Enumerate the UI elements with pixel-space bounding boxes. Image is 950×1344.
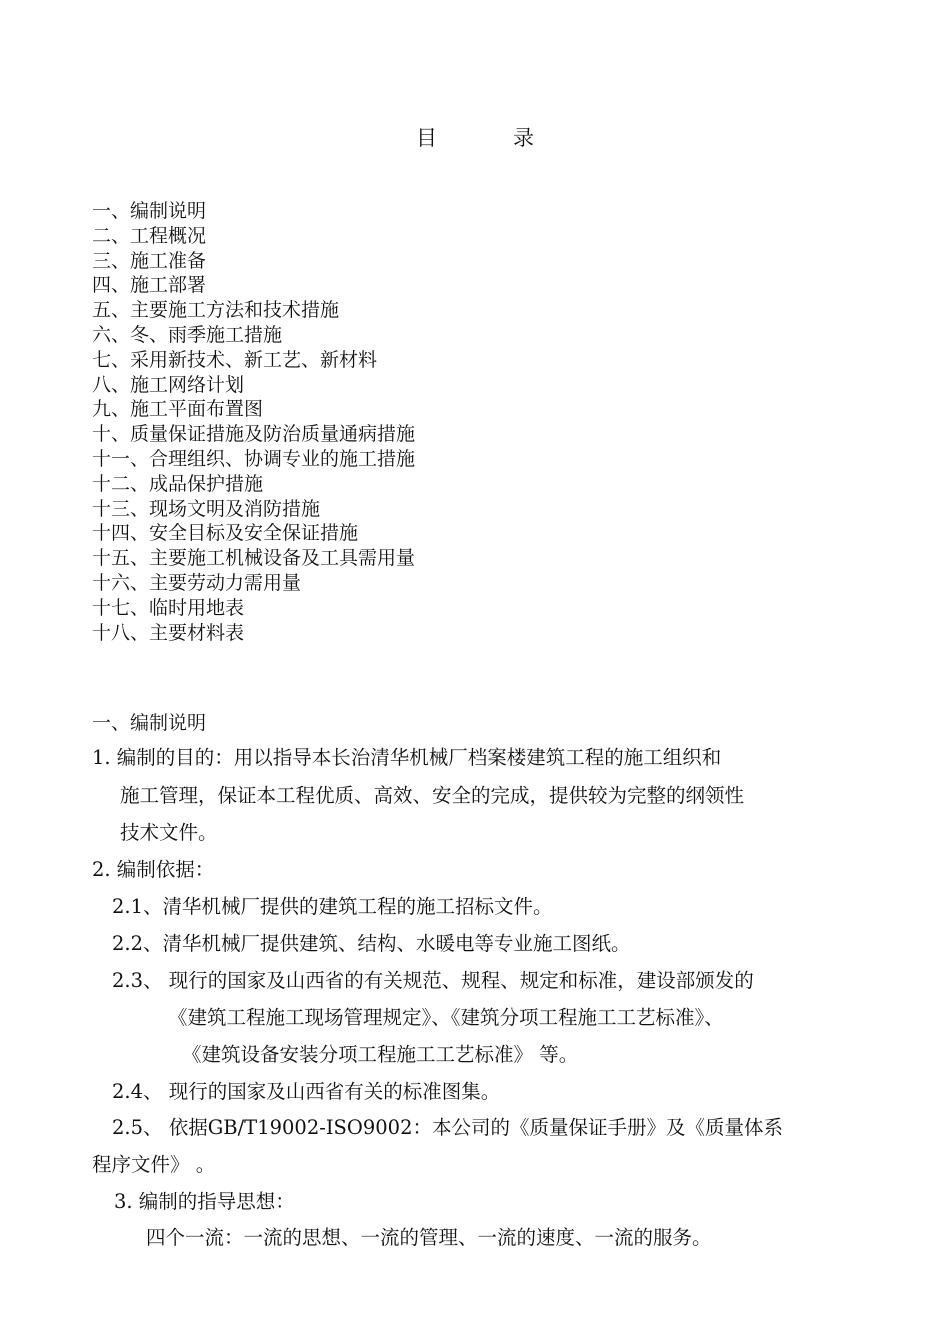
list-item-continuation: 《建筑工程施工现场管理规定》、《建筑分项工程施工工艺标准》、: [168, 1006, 724, 1029]
toc-item: 五、主要施工方法和技术措施: [92, 299, 340, 322]
toc-item: 三、施工准备: [92, 249, 207, 272]
toc-item: 十六、主要劳动力需用量: [92, 571, 302, 594]
paragraph-line: 技术文件。: [120, 821, 218, 844]
list-item: 2.4、 现行的国家及山西省有关的标准图集。: [112, 1080, 501, 1103]
toc-item: 八、施工网络计划: [92, 373, 245, 396]
toc-item: 十、质量保证措施及防治质量通病措施: [92, 423, 416, 446]
toc-item: 一、编制说明: [92, 200, 207, 222]
list-item: 2.3、 现行的国家及山西省的有关规范、规程、规定和标准，建设部颁发的: [112, 969, 754, 992]
section-heading: 一、编制说明: [92, 712, 207, 734]
list-item-continuation: 《建筑设备安装分项工程施工工艺标准》 等。: [182, 1043, 579, 1066]
title-char-2: 录: [513, 126, 534, 150]
list-item: 2.5、 依据GB/T19002-ISO9002：本公司的《质量保证手册》及《质量体系: [112, 1116, 783, 1139]
toc-item: 十五、主要施工机械设备及工具需用量: [92, 547, 416, 570]
toc-item: 十七、临时用地表: [92, 596, 245, 619]
toc-item: 十八、主要材料表: [92, 621, 245, 644]
page-title: [0, 122, 950, 152]
toc-item: 十三、现场文明及消防措施: [92, 497, 321, 520]
subsection-heading: 3. 编制的指导思想：: [114, 1190, 295, 1213]
toc-item: 十二、成品保护措施: [92, 472, 264, 495]
toc-item: 七、采用新技术、新工艺、新材料: [92, 348, 378, 371]
toc-item: 二、工程概况: [92, 224, 207, 247]
title-char-1: 目: [416, 126, 437, 150]
paragraph-line: 施工管理，保证本工程优质、高效、安全的完成，提供较为完整的纲领性: [120, 784, 745, 807]
table-of-contents: [92, 199, 415, 645]
paragraph-line: 四个一流：一流的思想、一流的管理、一流的速度、一流的服务。: [146, 1226, 712, 1249]
paragraph-line: 1. 编制的目的：用以指导本长治清华机械厂档案楼建筑工程的施工组织和: [92, 746, 722, 769]
list-item: 2.1、清华机械厂提供的建筑工程的施工招标文件。: [112, 895, 553, 918]
toc-item: 四、施工部署: [92, 274, 207, 297]
list-item: 2.2、清华机械厂提供建筑、结构、水暖电等专业施工图纸。: [112, 932, 631, 955]
toc-item: 九、施工平面布置图: [92, 398, 264, 421]
toc-item: 六、冬、雨季施工措施: [92, 323, 283, 346]
list-item-continuation: 程序文件》 。: [92, 1153, 216, 1176]
toc-item: 十四、安全目标及安全保证措施: [92, 522, 359, 545]
subsection-heading: 2. 编制依据：: [92, 858, 215, 881]
toc-item: 十一、合理组织、协调专业的施工措施: [92, 447, 416, 470]
